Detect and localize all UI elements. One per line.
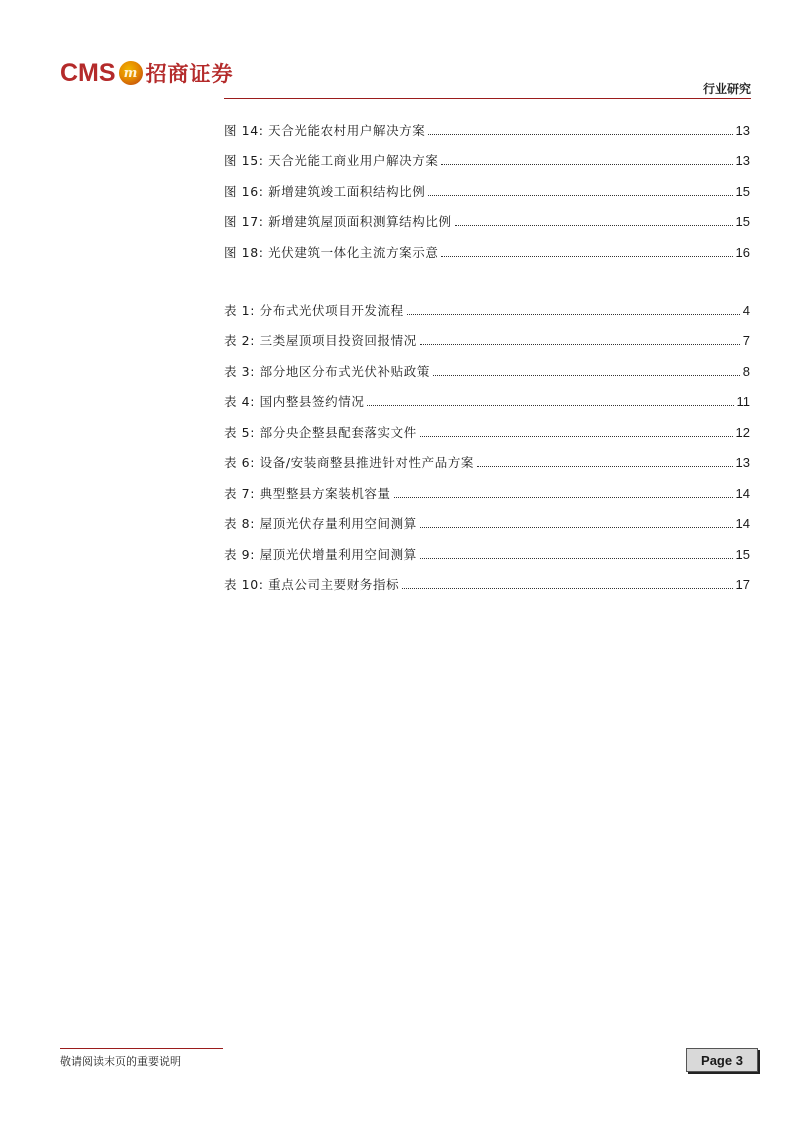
toc-entry-label: 图 16: <box>224 183 264 199</box>
toc-entry-label: 表 7: <box>224 485 256 501</box>
figure-index-row[interactable] <box>224 230 750 261</box>
logo-latin-text: CMS <box>60 58 116 87</box>
table-index-row[interactable] <box>224 380 750 411</box>
toc-entry-text <box>224 303 404 319</box>
dot-leader <box>407 314 740 315</box>
table-index-row[interactable] <box>224 563 750 594</box>
toc-page-number: 14 <box>735 485 750 501</box>
toc-entry-title: 三类屋顶项目投资回报情况 <box>259 333 417 348</box>
footer-disclaimer: 敬请阅读末页的重要说明 <box>60 1055 181 1068</box>
dot-leader <box>420 344 740 345</box>
table-index-row[interactable] <box>224 410 750 441</box>
toc-page-number: 12 <box>735 424 750 440</box>
toc-page-number: 15 <box>735 183 750 199</box>
toc-entry-label: 表 4: <box>224 394 256 409</box>
toc-page-number: 7 <box>742 333 750 348</box>
dot-leader <box>477 466 732 467</box>
toc-entry-title: 典型整县方案装机容量 <box>259 485 391 501</box>
table-index-row[interactable] <box>224 319 750 350</box>
section-tag: 行业研究 <box>702 82 751 96</box>
footer-divider <box>60 1048 223 1049</box>
dot-leader <box>394 497 733 498</box>
toc-entry-text <box>224 547 417 563</box>
dot-leader <box>428 134 732 135</box>
logo-emblem-icon <box>119 61 143 85</box>
table-index-row[interactable] <box>224 532 750 563</box>
toc-entry-text <box>224 214 452 230</box>
toc-entry-label: 图 18: <box>224 244 264 260</box>
toc-entry-title: 屋顶光伏存量利用空间测算 <box>259 516 417 531</box>
header-divider <box>224 98 751 99</box>
toc-entry-title: 分布式光伏项目开发流程 <box>259 302 404 318</box>
logo-chinese-text: 招商证券 <box>145 61 234 86</box>
toc-entry-title: 屋顶光伏增量利用空间测算 <box>259 546 417 562</box>
toc-entry-text <box>224 153 438 169</box>
toc-page-number: 11 <box>736 394 750 409</box>
toc-entry-text <box>224 333 417 349</box>
toc-entry-label: 表 3: <box>224 363 256 379</box>
dot-leader <box>367 405 733 406</box>
toc-entry-text <box>224 394 364 410</box>
dot-leader <box>420 558 733 559</box>
toc-page-number: 13 <box>735 455 750 470</box>
figure-index-row[interactable] <box>224 108 750 139</box>
dot-leader <box>433 375 740 376</box>
toc-entry-title: 新增建筑竣工面积结构比例 <box>268 183 426 199</box>
toc-entry-title: 新增建筑屋顶面积测算结构比例 <box>268 214 452 229</box>
figure-index-row[interactable] <box>224 200 750 231</box>
toc-entry-text <box>224 577 399 593</box>
page-number-badge: Page 3 <box>686 1048 758 1072</box>
table-index-list <box>224 288 750 593</box>
toc-entry-title: 部分地区分布式光伏补贴政策 <box>259 363 430 379</box>
toc-page-number: 14 <box>735 516 750 531</box>
toc-entry-label: 表 10: <box>224 577 264 592</box>
table-index-row[interactable] <box>224 349 750 380</box>
toc-entry-title: 天合光能农村用户解决方案 <box>268 122 426 138</box>
toc-entry-title: 重点公司主要财务指标 <box>268 577 400 592</box>
toc-entry-title: 部分央企整县配套落实文件 <box>259 424 417 440</box>
toc-entry-text <box>224 184 425 200</box>
table-index-row[interactable] <box>224 441 750 472</box>
toc-page-number: 13 <box>735 122 750 138</box>
toc-entry-title: 设备/安装商整县推进针对性产品方案 <box>259 455 475 470</box>
toc-entry-label: 表 9: <box>224 546 256 562</box>
dot-leader <box>428 195 732 196</box>
figure-index-row[interactable] <box>224 169 750 200</box>
toc-entry-text <box>224 245 438 261</box>
figure-index-list <box>224 108 750 261</box>
toc-entry-label: 图 15: <box>224 153 264 168</box>
toc-page-number: 15 <box>735 546 750 562</box>
figure-index-row[interactable] <box>224 139 750 170</box>
toc-entry-label: 图 14: <box>224 122 264 138</box>
toc-entry-label: 表 5: <box>224 424 256 440</box>
logo-emblem-letter: m <box>123 65 138 81</box>
toc-page-number: 13 <box>735 153 750 168</box>
toc-entry-text <box>224 486 391 502</box>
toc-page-number: 4 <box>742 302 750 318</box>
toc-entry-label: 表 1: <box>224 302 256 318</box>
dot-leader <box>420 527 733 528</box>
toc-entry-title: 天合光能工商业用户解决方案 <box>268 153 439 168</box>
toc-entry-text <box>224 425 417 441</box>
dot-leader <box>402 588 732 589</box>
toc-entry-title: 光伏建筑一体化主流方案示意 <box>268 244 439 260</box>
toc-entry-label: 图 17: <box>224 214 264 229</box>
toc-entry-text <box>224 455 474 471</box>
toc-page-number: 15 <box>735 214 750 229</box>
toc-page-number: 17 <box>735 577 750 592</box>
dot-leader <box>441 164 732 165</box>
table-index-row[interactable] <box>224 502 750 533</box>
toc-entry-text <box>224 123 425 139</box>
toc-entry-label: 表 2: <box>224 333 256 348</box>
toc-entry-label: 表 6: <box>224 455 256 470</box>
dot-leader <box>455 225 733 226</box>
dot-leader <box>420 436 733 437</box>
toc-entry-label: 表 8: <box>224 516 256 531</box>
dot-leader <box>441 256 732 257</box>
company-logo <box>60 58 234 88</box>
table-index-row[interactable] <box>224 288 750 319</box>
toc-entry-text <box>224 516 417 532</box>
toc-entry-title: 国内整县签约情况 <box>259 394 365 409</box>
toc-page-number: 8 <box>742 363 750 379</box>
toc-page-number: 16 <box>735 244 750 260</box>
toc-entry-text <box>224 364 430 380</box>
table-index-row[interactable] <box>224 471 750 502</box>
